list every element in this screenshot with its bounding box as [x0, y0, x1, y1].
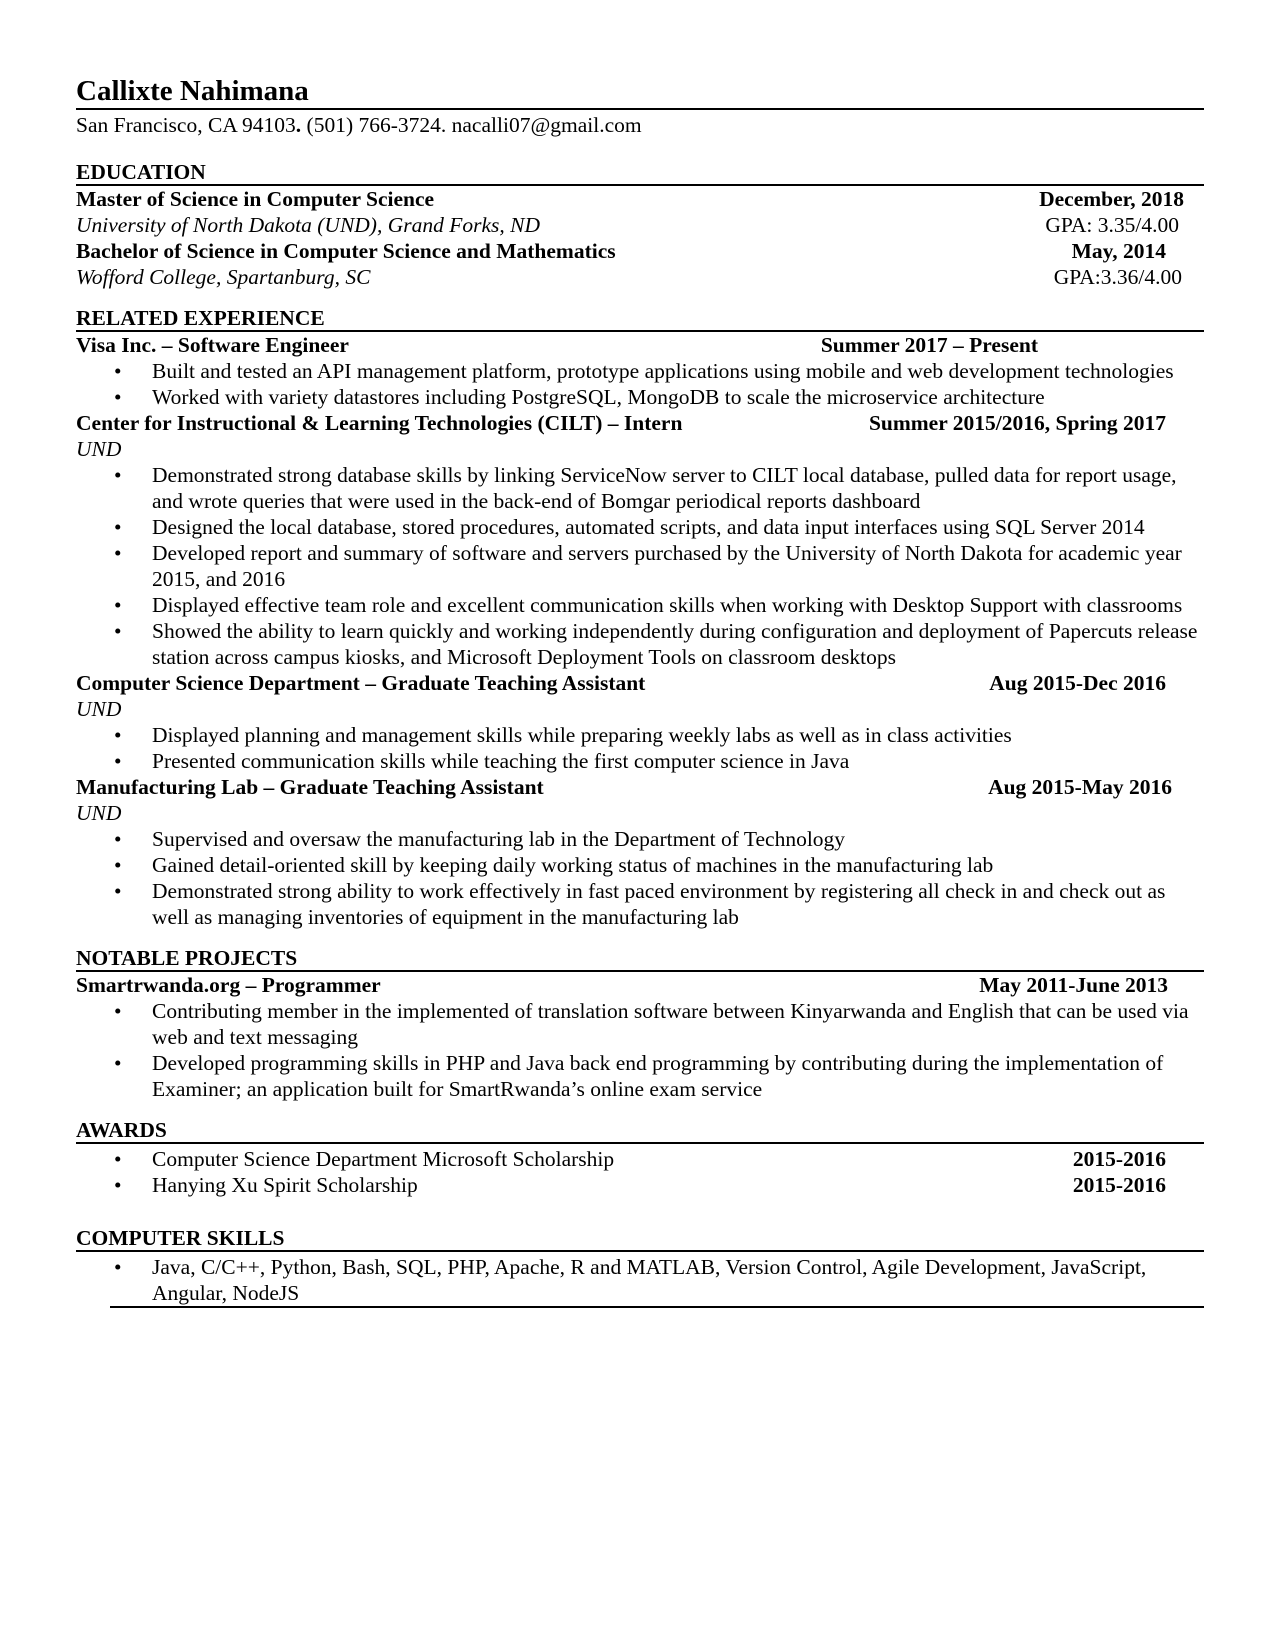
project-heading-row — [76, 972, 1204, 998]
resume-page — [76, 74, 1204, 1308]
contact-email: nacalli07@gmail.com — [446, 113, 642, 137]
award-name: • Computer Science Department Microsoft Scholarship — [152, 1147, 615, 1171]
list-item: • Built and tested an API management platform, prototype applications using mobile and web development technologies — [76, 358, 1204, 384]
projects-section — [76, 972, 1204, 1102]
job-date: Summer 2015/2016, Spring 2017 — [868, 411, 1166, 435]
awards-heading: AWARDS — [76, 1118, 1204, 1144]
degree-date: December, 2018 — [1039, 187, 1184, 211]
list-item: • Designed the local database, stored procedures, automated scripts, and data input interfaces using SQL Server 2014 — [76, 514, 1204, 540]
award-name: • Hanying Xu Spirit Scholarship — [152, 1173, 418, 1197]
skills-section — [110, 1254, 1204, 1308]
job-title: Visa Inc. – Software Engineer — [76, 333, 349, 357]
project-bullets — [76, 998, 1204, 1102]
job-heading-row — [76, 774, 1204, 800]
project-title: Smartrwanda.org – Programmer — [76, 973, 381, 997]
education-school-row — [76, 212, 1204, 238]
contact-location: San Francisco, CA 94103 — [76, 113, 296, 137]
job-title: Manufacturing Lab – Graduate Teaching Assistant — [76, 775, 544, 799]
degree-date: May, 2014 — [1071, 239, 1166, 263]
contact-phone: (501) 766-3724. — [301, 113, 447, 137]
award-item — [76, 1172, 1204, 1198]
education-entry-masters — [76, 186, 1204, 212]
job-bullets — [76, 462, 1204, 670]
list-item: • Presented communication skills while teaching the first computer science in Java — [76, 748, 1204, 774]
job-title: Center for Instructional & Learning Technologies (CILT) – Intern — [76, 411, 683, 435]
list-item: • Gained detail-oriented skill by keeping daily working status of machines in the manufacturing lab — [76, 852, 1204, 878]
job-bullets — [76, 826, 1204, 930]
job-date: Summer 2017 – Present — [820, 333, 1038, 357]
job-org: UND — [76, 801, 122, 825]
contact-separator: . — [295, 113, 302, 137]
list-item: • Worked with variety datastores including PostgreSQL, MongoDB to scale the microservice architecture — [76, 384, 1204, 410]
school-name: University of North Dakota (UND), Grand Forks, ND — [76, 213, 541, 237]
list-item: • Demonstrated strong ability to work effectively in fast paced environment by registering all check in and check out as well as managing inventories of equipment in the manufacturing lab — [76, 878, 1204, 930]
job-title: Computer Science Department – Graduate Teaching Assistant — [76, 671, 646, 695]
list-item: • Developed programming skills in PHP and Java back end programming by contributing during the implementation of Examiner; an application built for SmartRwanda’s online exam service — [76, 1050, 1204, 1102]
job-org: UND — [76, 697, 122, 721]
skills-heading: COMPUTER SKILLS — [76, 1226, 1204, 1252]
candidate-name: Callixte Nahimana — [76, 74, 1204, 110]
projects-heading: NOTABLE PROJECTS — [76, 946, 1204, 972]
contact-line — [76, 112, 1204, 138]
experience-heading: RELATED EXPERIENCE — [76, 306, 1204, 332]
job-heading-row — [76, 410, 1204, 436]
gpa: GPA:3.36/4.00 — [1053, 265, 1182, 289]
list-item: • Showed the ability to learn quickly and working independently during configuration and deployment of Papercuts release station across campus kiosks, and Microsoft Deployment Tools on classroom desktops — [76, 618, 1204, 670]
list-item: • Displayed planning and management skills while preparing weekly labs as well as in class activities — [76, 722, 1204, 748]
list-item: • Developed report and summary of software and servers purchased by the University of North Dakota for academic year 2015, and 2016 — [76, 540, 1204, 592]
education-entry-bachelors — [76, 238, 1204, 264]
job-org: UND — [76, 437, 122, 461]
degree-name: Bachelor of Science in Computer Science and Mathematics — [76, 239, 616, 263]
list-item: • Supervised and oversaw the manufacturing lab in the Department of Technology — [76, 826, 1204, 852]
award-item — [76, 1146, 1204, 1172]
list-item: • Demonstrated strong database skills by linking ServiceNow server to CILT local database, pulled data for report usage, and wrote queries that were used in the back-end of Bomgar periodical reports dashboard — [76, 462, 1204, 514]
job-bullets — [76, 722, 1204, 774]
list-item: • Contributing member in the implemented of translation software between Kinyarwanda and English that can be used via web and text messaging — [76, 998, 1204, 1050]
job-heading-row — [76, 332, 1204, 358]
gpa: GPA: 3.35/4.00 — [1045, 213, 1179, 237]
education-section — [76, 186, 1204, 290]
school-name: Wofford College, Spartanburg, SC — [76, 265, 371, 289]
project-date: May 2011-June 2013 — [979, 973, 1168, 997]
job-date: Aug 2015-May 2016 — [988, 775, 1172, 799]
skills-list — [76, 1254, 1204, 1306]
degree-name: Master of Science in Computer Science — [76, 187, 435, 211]
experience-section — [76, 332, 1204, 930]
education-heading: EDUCATION — [76, 160, 1204, 186]
list-item: • Displayed effective team role and excellent communication skills when working with Desktop Support with classrooms — [76, 592, 1204, 618]
job-bullets — [76, 358, 1204, 410]
education-school-row — [76, 264, 1204, 290]
award-year: 2015-2016 — [1072, 1173, 1166, 1197]
job-date: Aug 2015-Dec 2016 — [989, 671, 1166, 695]
job-heading-row — [76, 670, 1204, 696]
list-item: • Java, C/C++, Python, Bash, SQL, PHP, Apache, R and MATLAB, Version Control, Agile Development, JavaScript, Angular, NodeJS — [76, 1254, 1204, 1306]
awards-list — [76, 1146, 1204, 1198]
award-year: 2015-2016 — [1072, 1147, 1166, 1171]
